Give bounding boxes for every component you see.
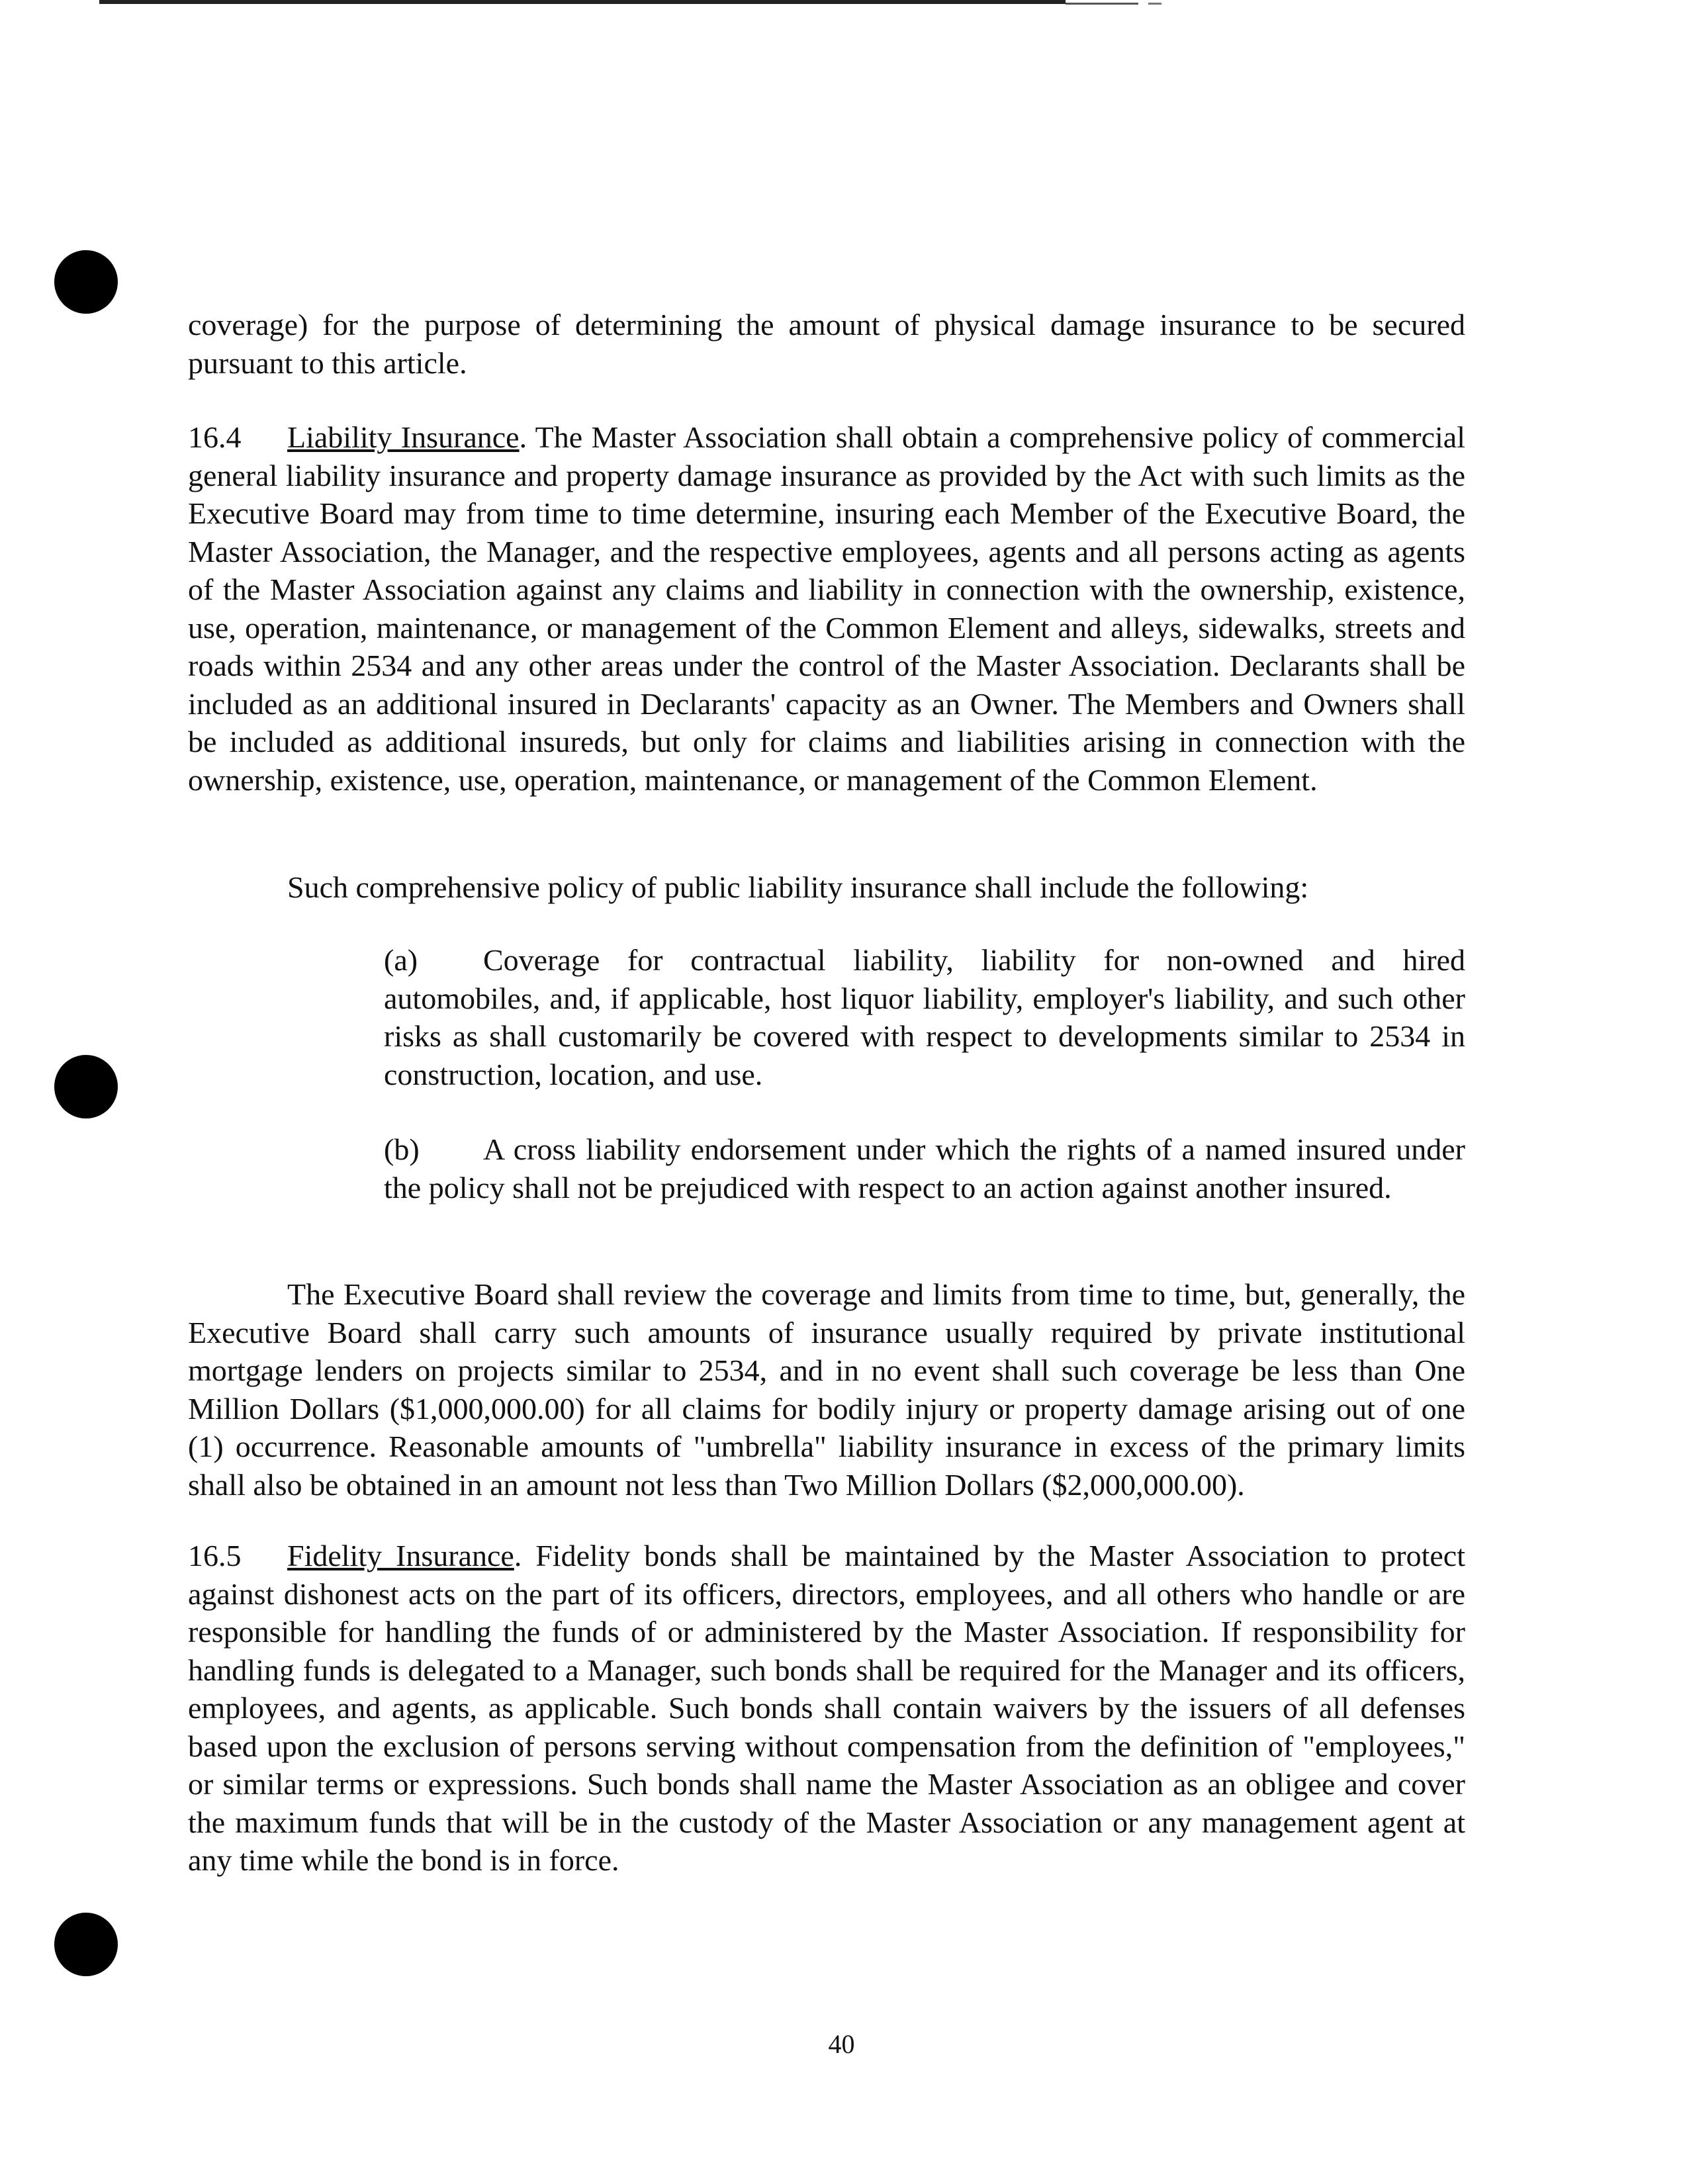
section-16-5	[188, 1537, 1465, 1880]
list-item-a	[384, 941, 1465, 1093]
list-item-label: (b)	[384, 1132, 420, 1166]
section-16-4	[188, 418, 1465, 799]
section-number: 16.4	[188, 420, 242, 454]
top-rule-fragment	[1148, 3, 1161, 5]
section-body: . Fidelity bonds shall be maintained by the Master Association to protect against dishonest acts on the part of its officers, directors, employees, and all others who handle or are responsible for handling the funds of or administered by the Master Association. If responsibility for handling funds is delegated to a Manager, such bonds shall be required for the Manager and its officers, employees, and agents, as applicable. Such bonds shall contain waivers by the issuers of all defenses based upon the exclusion of persons serving without compensation from the definition of "employees," or similar terms or expressions. Such bonds shall name the Master Association as an obligee and cover the maximum funds that will be in the custody of the Master Association or any management agent at any time while the bond is in force.	[188, 1539, 1465, 1877]
section-number: 16.5	[188, 1539, 242, 1572]
list-item-label: (a)	[384, 943, 418, 977]
top-rule-fragment	[1066, 3, 1138, 5]
section-title: Liability Insurance	[287, 420, 520, 454]
top-rule	[99, 0, 1066, 4]
section-body: . The Master Association shall obtain a comprehensive policy of commercial general liability insurance and property damage insurance as provided by the Act with such limits as the Executive Board may from time to time determine, insuring each Member of the Executive Board, the Master Association, the Manager, and the respective employees, agents and all persons acting as agents of the Master Association against any claims and liability in connection with the ownership, existence, use, operation, maintenance, or management of the Common Element and alleys, sidewalks, streets and roads within 2534 and any other areas under the control of the Master Association. Declarants shall be included as an additional insured in Declarants' capacity as an Owner. The Members and Owners shall be included as additional insureds, but only for claims and liabilities arising in connection with the ownership, existence, use, operation, maintenance, or management of the Common Element.	[188, 420, 1465, 797]
punch-hole	[54, 250, 118, 314]
executive-board-paragraph: The Executive Board shall review the coverage and limits from time to time, but, generally, the Executive Board shall carry such amounts of insurance usually required by private institutional mortgage lenders on projects similar to 2534, and in no event shall such coverage be less than One Million Dollars ($1,000,000.00) for all claims for bodily injury or property damage arising out of one (1) occurrence. Reasonable amounts of "umbrella" liability insurance in excess of the primary limits shall also be obtained in an amount not less than Two Million Dollars ($2,000,000.00).	[188, 1277, 1465, 1502]
punch-hole	[54, 1913, 118, 1976]
section-title: Fidelity Insurance	[287, 1539, 514, 1572]
such-paragraph: Such comprehensive policy of public liability insurance shall include the following:	[287, 870, 1309, 904]
list-item-text: Coverage for contractual liability, liability for non-owned and hired automobiles, and, if applicable, host liquor liability, employer's liability, and such other risks as shall customarily be covered with respect to developments similar to 2534 in construction, location, and use.	[384, 943, 1465, 1091]
punch-hole	[54, 1055, 118, 1118]
continuation-paragraph: coverage) for the purpose of determining the amount of physical damage insurance to be secured pursuant to this article.	[188, 308, 1465, 380]
list-item-b	[384, 1130, 1465, 1206]
list-item-text: A cross liability endorsement under which the rights of a named insured under the policy shall not be prejudiced with respect to an action against another insured.	[384, 1132, 1465, 1205]
page-number: 40	[828, 2029, 855, 2059]
